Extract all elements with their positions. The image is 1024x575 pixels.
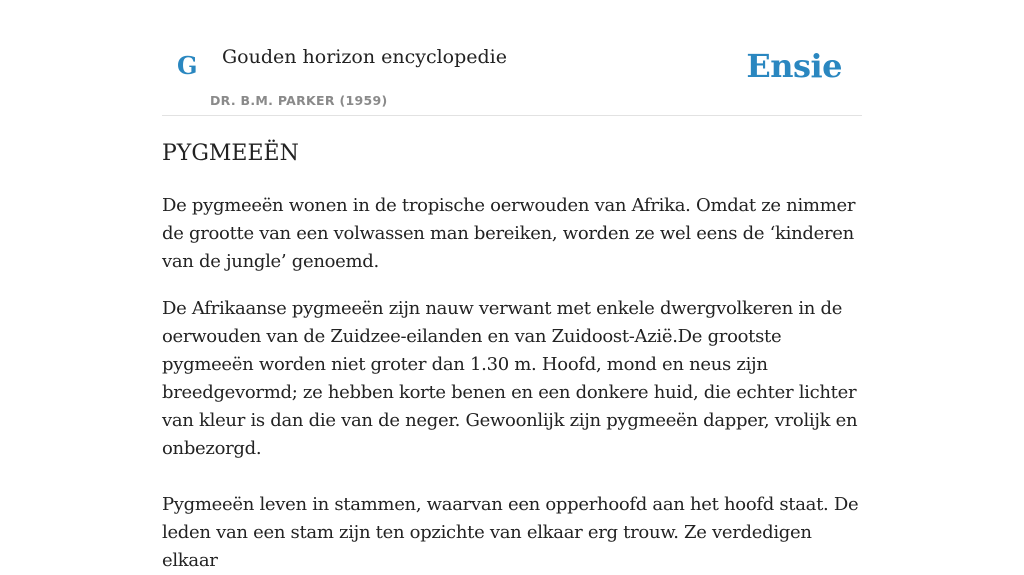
- article: [162, 140, 862, 575]
- article-paragraph: De pygmeeën wonen in de tropische oerwouden van Afrika. Omdat ze nimmer de grootte van een volwassen man bereiken, worden ze wel eens de ‘kinderen van de jungle’ genoemd.: [162, 194, 856, 272]
- article-paragraph: De Afrikaanse pygmeeën zijn nauw verwant met enkele dwergvolkeren in de oerwouden van de Zuidzee-eilanden en van Zuidoost-Azië.De grootste pygmeeën worden niet groter dan 1.30 m. Hoofd, mond en neus zijn breedgevormd; ze hebben korte benen en een donkere huid, die echter lichter van kleur is dan die van de neger. Gewoonlijk zijn pygmeeën dapper, vrolijk en onbezorgd.: [162, 297, 858, 459]
- article-paragraph: Pygmeeën leven in stammen, waarvan een opperhoofd aan het hoofd staat. De leden van een stam zijn ten opzichte van elkaar erg trouw. Ze verdedigen elkaar: [162, 493, 859, 571]
- site-logo-link[interactable]: Ensie: [746, 47, 842, 85]
- book-author: DR. B.M. PARKER (1959): [210, 93, 388, 108]
- book-logo-link[interactable]: G: [177, 51, 198, 80]
- book-title: Gouden horizon encyclopedie: [222, 46, 507, 68]
- entry-title: PYGMEEËN: [162, 141, 299, 166]
- header: [162, 0, 862, 116]
